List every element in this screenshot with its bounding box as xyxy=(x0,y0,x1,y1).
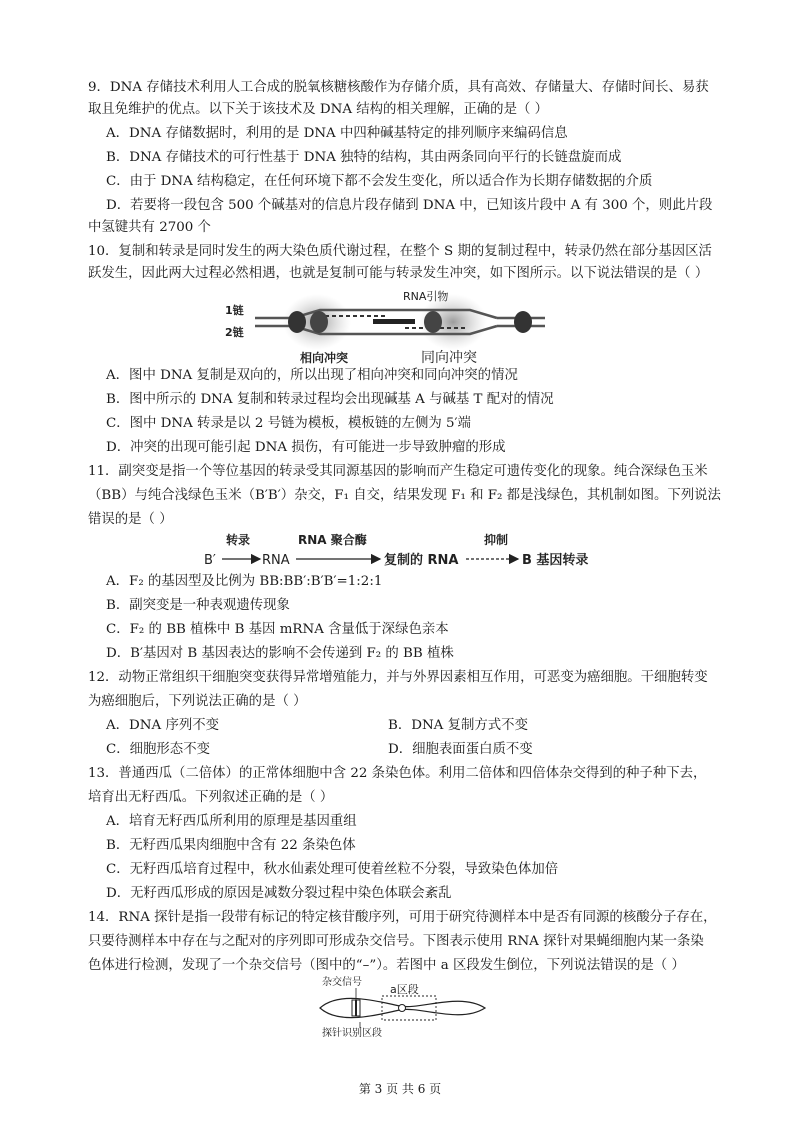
q13-stem-line2: 培育出无籽西瓜。下列叙述正确的是（ ） xyxy=(88,790,334,805)
q11-option-c: C．F₂ 的 BB 植株中 B 基因 mRNA 含量低于深绿色亲本 xyxy=(106,622,449,637)
q12-stem-line1: 12．动物正常组织干细胞突变获得异常增殖能力，并与外界因素相互作用，可恶变为癌细胞。干细胞转变 xyxy=(88,670,708,685)
q12-option-c: C．细胞形态不变 xyxy=(106,742,210,757)
rna-polymerase-right xyxy=(514,311,532,333)
a-segment-label: a区段 xyxy=(390,983,419,996)
rna-primer-mark xyxy=(373,319,415,324)
rna-polymerase-left xyxy=(288,311,306,333)
q11-stem-line3: 错误的是（ ） xyxy=(88,512,173,527)
q13-option-b: B．无籽西瓜果肉细胞中含有 22 条染色体 xyxy=(106,838,356,853)
page-footer: 第 3 页 共 6 页 xyxy=(358,1082,442,1096)
b-prime-label: B′ xyxy=(204,553,216,568)
paramutation-mechanism-figure xyxy=(200,532,640,572)
replisome-left xyxy=(310,311,328,333)
chain2-label: 2链 xyxy=(225,326,244,339)
replication-transcription-conflict-figure xyxy=(225,286,565,366)
q9-option-b: B．DNA 存储技术的可行性基于 DNA 独特的结构，其由两条同向平行的长链盘旋而成 xyxy=(106,150,622,165)
rna-probe-chromosome-figure xyxy=(300,976,500,1038)
q13-option-c: C．无籽西瓜培育过程中，秋水仙素处理可使着丝粒不分裂，导致染色体加倍 xyxy=(106,862,559,877)
q10-option-b: B．图中所示的 DNA 复制和转录过程均会出现碱基 A 与碱基 T 配对的情况 xyxy=(106,392,554,407)
q9-option-c: C．由于 DNA 结构稳定，在任何环境下都不会发生变化，所以适合作为长期存储数据的介质 xyxy=(106,174,653,189)
q13-option-d: D．无籽西瓜形成的原因是减数分裂过程中染色体联会紊乱 xyxy=(106,886,452,901)
q11-option-a: A．F₂ 的基因型及比例为 BB:BB′:B′B′=1:2:1 xyxy=(106,574,383,589)
q12-option-a: A．DNA 序列不变 xyxy=(106,718,220,733)
hybrid-signal-label: 杂交信号 xyxy=(322,977,362,988)
q9-option-d-line1: D．若要将一段包含 500 个碱基对的信息片段存储到 DNA 中，已知该片段中 A 有 300 个，则此片段 xyxy=(106,198,713,213)
inhibit-label: 抑制 xyxy=(484,533,509,547)
q13-option-a: A．培育无籽西瓜所利用的原理是基因重组 xyxy=(106,814,357,829)
q10-stem-line2: 跃发生，因此两大过程必然相遇，也就是复制可能与转录发生冲突，如下图所示。以下说法错误的是（ ） xyxy=(88,266,709,281)
q11-stem-line2: （BB）与纯合浅绿色玉米（B′B′）杂交，F₁ 自交，结果发现 F₁ 和 F₂ 都是浅绿色，其机制如图。下列说法 xyxy=(88,488,721,503)
q10-stem-line1: 10．复制和转录是同时发生的两大染色质代谢过程，在整个 S 期的复制过程中，转录仍然在部分基因区活 xyxy=(88,244,712,259)
q10-option-d: D．冲突的出现可能引起 DNA 损伤，有可能进一步导致肿瘤的形成 xyxy=(106,440,506,455)
head-on-conflict-label: 相向冲突 xyxy=(300,351,349,365)
q9-stem-line1: 9．DNA 存储技术利用人工合成的脱氧核糖核酸作为存储介质，具有高效、存储量大、存储时间长、易获 xyxy=(88,80,709,95)
q14-stem-line1: 14．RNA 探针是指一段带有标记的特定核苷酸序列，可用于研究待测样本中是否有同源的核酸分子存在， xyxy=(88,910,717,925)
q9-option-a: A．DNA 存储数据时，利用的是 DNA 中四种碱基特定的排列顺序来编码信息 xyxy=(106,126,568,141)
q14-stem-line2: 只要待测样本中存在与之配对的序列即可形成杂交信号。下图表示使用 RNA 探针对果蝇细胞内某一条染 xyxy=(88,934,704,949)
rna-polymerase-label: RNA 聚合酶 xyxy=(298,533,367,547)
replicated-rna-label: 复制的 RNA xyxy=(384,553,459,568)
probe-region-label: 探针识别区段 xyxy=(322,1028,382,1038)
q11-stem-line1: 11．副突变是指一个等位基因的转录受其同源基因的影响而产生稳定可遗传变化的现象。纯合深绿色玉米 xyxy=(88,464,708,479)
rna-label: RNA xyxy=(262,553,290,568)
q11-option-d: D．B′基因对 B 基因表达的影响不会传递到 F₂ 的 BB 植株 xyxy=(106,646,454,661)
co-directional-conflict-label: 同向冲突 xyxy=(421,350,477,366)
q10-option-c: C．图中 DNA 转录是以 2 号链为模板，模板链的左侧为 5′端 xyxy=(106,416,471,431)
q9-option-d-line2: 中氢键共有 2700 个 xyxy=(88,220,211,235)
chain1-label: 1链 xyxy=(225,304,244,317)
transcribe-label: 转录 xyxy=(226,533,251,547)
q9-stem-line2: 取且免维护的优点。以下关于该技术及 DNA 结构的相关理解，正确的是（ ） xyxy=(88,102,548,117)
rna-primer-label: RNA引物 xyxy=(403,290,449,303)
replisome-right xyxy=(424,311,442,333)
q12-option-b: B．DNA 复制方式不变 xyxy=(388,718,528,733)
q14-stem-line3: 色体进行检测，发现了一个杂交信号（图中的“–”）。若图中 a 区段发生倒位，下列说法错误的是（ ） xyxy=(88,958,685,973)
centromere xyxy=(399,1005,406,1012)
q12-stem-line2: 为癌细胞后，下列说法正确的是（ ） xyxy=(88,694,307,709)
q11-option-b: B．副突变是一种表观遗传现象 xyxy=(106,598,290,613)
q13-stem-line1: 13．普通西瓜（二倍体）的正常体细胞中含 22 条染色体。利用二倍体和四倍体杂交得到的种子种下去， xyxy=(88,766,707,781)
q12-option-d: D．细胞表面蛋白质不变 xyxy=(388,742,533,757)
b-gene-transcription-label: B 基因转录 xyxy=(522,553,589,568)
q10-option-a: A．图中 DNA 复制是双向的，所以出现了相向冲突和同向冲突的情况 xyxy=(106,368,518,383)
